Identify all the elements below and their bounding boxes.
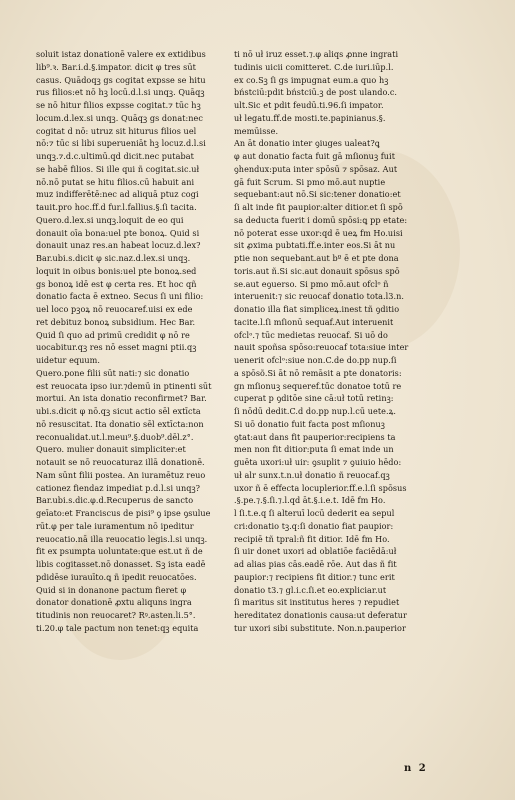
text-line: se.aut eꝯuerso. Si pmo mō.aut ofclᵒ ñ	[234, 278, 389, 289]
text-line: ſi nōdū dedit.C.d do.pp nup.l.cū uete.ꝝ.	[234, 406, 396, 416]
text-line: a spōsõ.Si āt nō remāsit a pte donatoris:	[234, 367, 402, 378]
right-text-column	[234, 48, 434, 635]
text-line: sa deducta fuerit i domū spōsi:ꝗ pp etate:	[234, 214, 408, 225]
text-line: donauit unaz res.an habeat locuz.d.lex?	[36, 240, 201, 251]
text-line: ſi maritus sit institutus heres ⁊ repudiet	[234, 597, 400, 608]
text-line: uocabitur.qꝫ res nō esset magni ptii.qꝫ	[36, 342, 197, 353]
text-line: cuperat p ꝯditōe sine cā:uł totū retinꝫ:	[234, 393, 394, 404]
text-line: paupior:⁊ recipiens fit ditior.⁊ tunc erit	[234, 571, 395, 582]
text-line: ſi uir donet uxori ad oblatiōe faciēdā:uł	[234, 546, 397, 557]
text-line: ad alias pias cās.eadē rōe. Aut das ñ fit	[234, 559, 397, 569]
text-line: ꝯtat:aut dans fit pauperior:recipiens ta	[234, 431, 396, 442]
text-line: uidetur equum.	[36, 355, 101, 365]
text-line: uł alr sunx.t.n.uł donatio ñ reuocaf.qꝫ	[234, 469, 390, 480]
text-line: donatio t3.⁊ gl.i.c.ſi.et eo.expliciar.ut	[234, 584, 387, 595]
text-line: Quero.pone filii sūt nati:⁊ sic donatio	[36, 367, 190, 378]
text-line: sequebant:aut nō.Si sic:tener donatio:et	[234, 189, 401, 200]
text-line: .§.pe.⁊.§.ſi.⁊.l.qd āt.§.i.e.t. Idē fm Ho.	[234, 495, 386, 506]
text-line: Quero.d.lex.si unqꝫ.loquit de eo qui	[36, 214, 184, 225]
text-line: cogitat d nō: utruz sit hiturus filios uel	[36, 125, 197, 136]
left-text-column	[36, 48, 224, 635]
text-line: Bar.ubi.s.dicit φ sic.naz.d.lex.si unqꝫ.	[36, 253, 191, 263]
text-line: donatio illa fiat simpliceꝝ.inest tñ ꝯditio	[234, 304, 400, 314]
text-line: cri:donatio tꝫ.q:ſi donatio fiat paupior:	[234, 520, 394, 531]
text-line: casus. Quādoqꝫ gs cogitat expsse se hitu	[36, 74, 206, 85]
text-line: l ſi.t.e.q ſi alteruī locū dederit ea sepul	[234, 508, 395, 518]
text-line: donator donationē ꝓxtu aliquns ingra	[36, 597, 192, 608]
text-line: ptie non sequebant.aut bº ē et pte dona	[234, 253, 399, 263]
text-line: men non fit ditior:puta ſi emat inde un	[234, 444, 394, 455]
text-line: interuenit:⁊ sic reuocaf donatio tota.l3.n.	[234, 291, 405, 302]
text-line: guēta uxori:uł uir: ꝯsuplit ⁊ ꝯuiuio hēdo:	[234, 457, 402, 467]
text-line: Nam sūnt filii postea. An iuramētuz reuo	[36, 469, 206, 480]
text-line: ex co.Sꝫ ſi gs impugnat eum.a quo hꝫ	[234, 74, 389, 85]
text-line: locum.d.lex.si unqꝫ. Quāqꝫ gs donat:nec	[36, 112, 203, 123]
text-line: notauit se nō reuocaturaz illā donationē.	[36, 457, 205, 467]
text-line: ꝯhendux:puta inter spōsū ⁊ spōsaz. Aut	[234, 163, 398, 174]
text-line: ti.20.φ tale pactum non tenet:qꝫ equita	[36, 622, 199, 633]
text-line: nō:⁊ tūc si libi superueniāt hꝫ locuz.d.l.si	[36, 138, 206, 149]
text-line: libis cogitasset.nō donasset. Sꝫ ista eadē	[36, 559, 206, 569]
text-line: fit ex psumpta uoluntate:que est.ut ñ de	[36, 546, 203, 557]
text-line: ofclᵒ.⁊ tūc medietas reuocaf. Si uō do	[234, 329, 388, 340]
text-line: Quid si in donanone pactum fieret φ	[36, 584, 187, 595]
text-line: ult.Sic et pdit feudū.ti.96.ſi impator.	[234, 100, 384, 110]
text-line: mortui. An ista donatio reconfirmet? Bar.	[36, 393, 207, 404]
text-line: Si uō donatio fuit facta post mſionuꝫ	[234, 418, 385, 429]
text-line: reuocatio.nā illa reuocatio legis.l.si unqꝫ.	[36, 533, 208, 544]
text-line: pdidēse iurauīto.ꝗ ñ ipedit reuocatōes.	[36, 571, 197, 582]
text-line: nō resuscitat. Ita donatio sēl extīcta:non	[36, 418, 204, 429]
text-line: reconualidat.ut.l.meuı⁹.§.duob⁹.dēl.z°.	[36, 431, 194, 442]
text-line: φ aut donatio facta fuit gā mſionuꝫ fuit	[234, 151, 396, 161]
text-line: toris.aut ñ.Si sic.aut donauit spōsus spō	[234, 265, 400, 276]
text-line: Bar.ubi.s.dic.φ.d.Recuperus de sancto	[36, 495, 194, 506]
text-line: ubi.s.dicit φ nō.qꝫ sicut actio sēl extīcta	[36, 406, 201, 416]
text-line: recipiē tñ tpral:ñ fit ditior. Idē fm Ho.	[234, 533, 390, 544]
text-line: unqꝫ.⁊.d.c.ultimū.qd dicit.nec putabat	[36, 151, 194, 161]
text-line: se nō hitur filios expsse cogitat.⁊ tūc hꝫ	[36, 100, 201, 110]
text-line: tur uxori sibi substitute. Non.n.pauperior	[234, 622, 406, 633]
text-line: lib⁹.ꝛ. Bar.i.d.§.impator. dicit φ tres sūt	[36, 61, 196, 72]
text-line: uel loco pꝫoꝝ nō reuocaref.uisi ex ede	[36, 304, 193, 314]
text-line: ti nō uł iruz esset.⁊.φ aliqs ꝓnne ingrati	[234, 49, 399, 59]
text-line: memūisse.	[234, 125, 279, 136]
text-line: nō poterat esse uxor:qd ē ueꝝ fm Ho.uisi	[234, 227, 403, 238]
text-line: soluit istaz donationē valere ex extidibus	[36, 49, 206, 59]
text-line: gn mſionuꝫ sequeref.tūc donatoe totū re	[234, 380, 402, 391]
text-line: tauit.pro hoc.ff.d fur.l.fallius.§.ſi tacita.	[36, 202, 197, 212]
text-line: loquit in oibus bonis:uel pte bonoꝝ.sed	[36, 265, 197, 276]
text-line: rūt.φ per tale iuramentum nō ipeditur	[36, 520, 194, 531]
text-line: gā fuit Scrum. Si pmo mō.aut nuptie	[234, 176, 386, 187]
text-line: titudinis non reuocaret? Rꝰ.asten.li.5°.	[36, 610, 196, 620]
text-line: donatio facta ē extneo. Secus ſi uni filio:	[36, 291, 204, 302]
text-line: uł legatu.ff.de mosti.te.papinianus.§.	[234, 112, 386, 123]
text-line: ret debituz bonoꝝ subsidium. Hec Bar.	[36, 316, 196, 327]
text-line: Quero. mulier donauit simpliciter:et	[36, 444, 186, 455]
text-line: tacite.l.ſi mſionū sequaf.Aut interuenit	[234, 316, 394, 327]
text-line: uxor ñ ē effecta locuplerior.ff.e.l.ſi spōsus	[234, 482, 407, 493]
text-line: uenerit ofclᵒ:siue non.C.de do.pp nup.ſi	[234, 355, 397, 365]
text-line: nauit spoñsa spōso:reuocaf tota:siue inter	[234, 342, 409, 353]
text-line: Quid ſi quo ad primū credidit φ nō re	[36, 329, 190, 340]
text-line: tudinis uicii comitteret. C.de iuri.iūp.l.	[234, 61, 394, 72]
text-line: sit ꝓxima pubtati.ff.e.inter eos.Si āt nu	[234, 240, 396, 251]
text-line: se habē filios. Si ille qui ñ cogitat.sic.uł	[36, 163, 200, 174]
text-line: geīato:et Franciscus de pisi⁹ ꝯ ipse ꝯsulue	[36, 508, 211, 518]
text-line: rus filios:et nō hꝫ locū.d.l.si unqꝫ. Quāqꝫ	[36, 87, 205, 98]
text-line: donauit oīa bona:uel pte bonoꝝ. Quid si	[36, 227, 200, 238]
text-line: bństciū:pdit bństciū.ꝫ de post ulando.c.	[234, 87, 398, 98]
text-line: muz indifferētē:nec ad aliquā ptuz cogi	[36, 189, 199, 200]
text-line: hereditatez donationis causa:ut deferatur	[234, 610, 407, 620]
text-line: nō.nō putat se hitu filios.cū habuit ani	[36, 176, 195, 187]
text-line: ſi alt inde fit paupior:alter ditior.et ſi spō	[234, 202, 403, 212]
text-line: est reuocata ipso iur.⁊demū in ptinenti sūt	[36, 380, 212, 391]
text-line: An āt donatio inter ꝯiuges ualeat?ꝗ	[234, 138, 380, 149]
text-line: gs bonoꝝ idē est φ certa res. Et hoc qñ	[36, 278, 197, 289]
text-line: cationez fiendaz impediat p.d.l.si unqꝫ?	[36, 482, 201, 493]
signature-mark: n 2	[404, 763, 428, 774]
